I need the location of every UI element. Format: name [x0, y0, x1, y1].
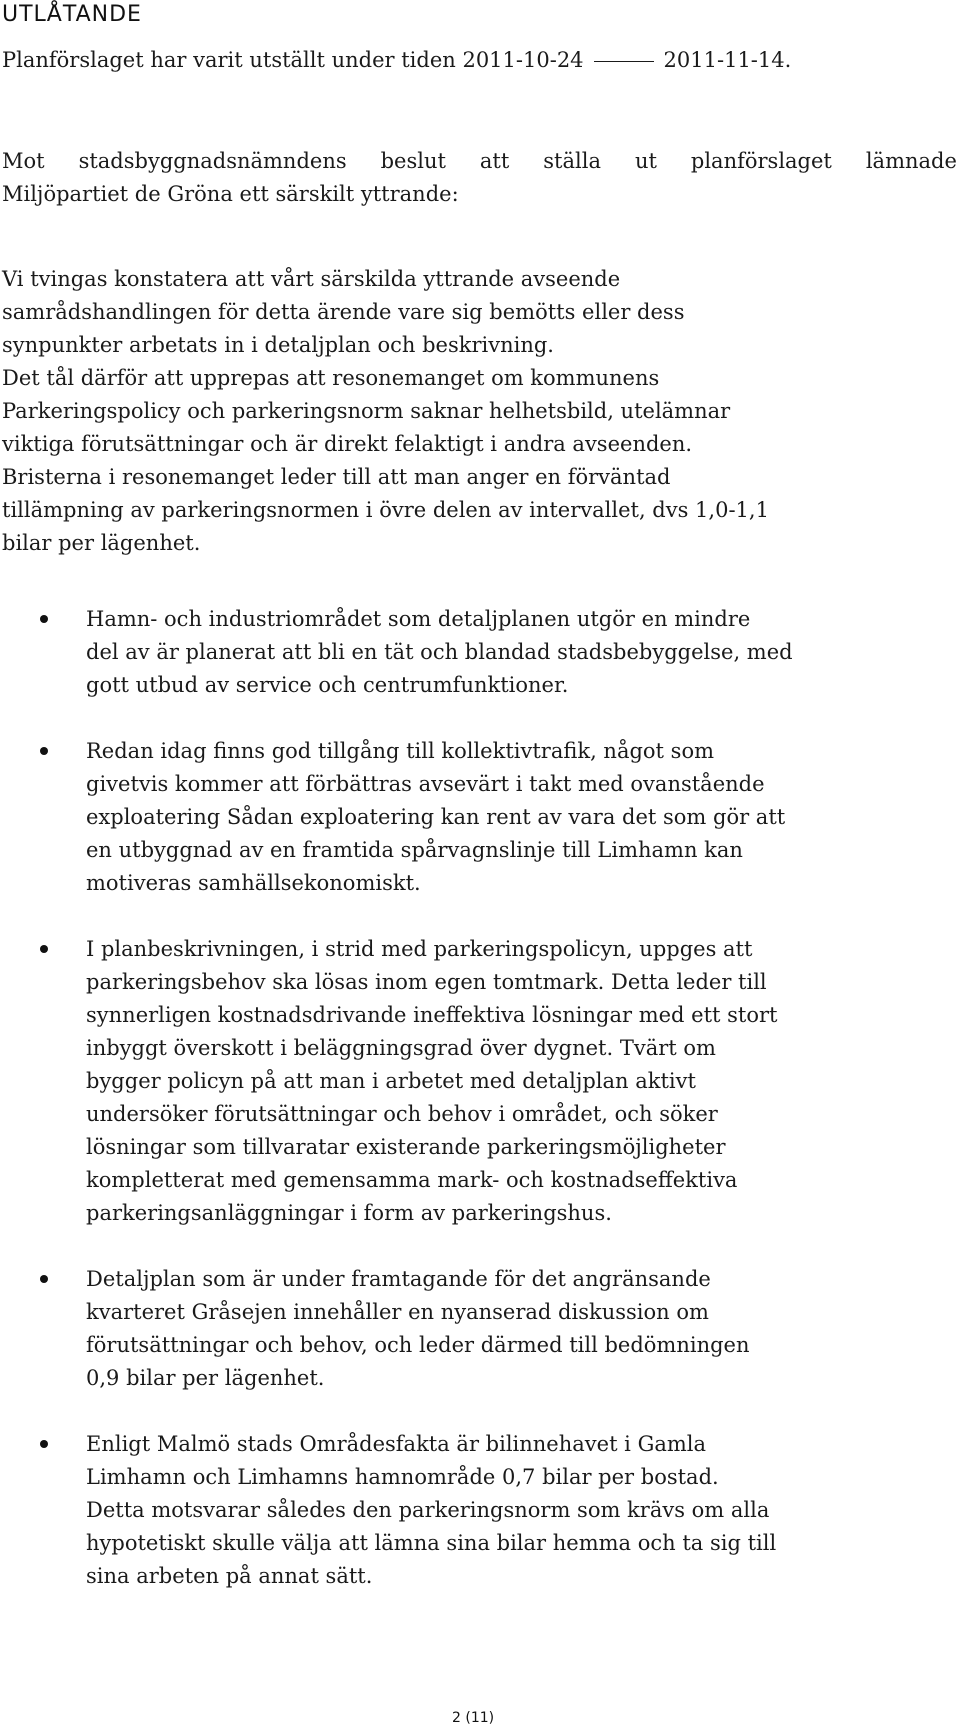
document-heading: UTLÅTANDE	[2, 2, 142, 27]
dash-line	[594, 61, 654, 62]
exhibition-period-text: Planförslaget har varit utställt under tiden 2011-10-24	[2, 48, 584, 72]
bullet-item	[0, 1428, 866, 1593]
bullet-icon	[40, 945, 48, 953]
bullet-line: del av är planerat att bli en tät och blandad stadsbebyggelse, med	[86, 640, 793, 664]
bullet-line: gott utbud av service och centrumfunktioner.	[86, 673, 569, 697]
bullet-line: hypotetiskt skulle välja att lämna sina bilar hemma och ta sig till	[86, 1531, 777, 1555]
bullet-item	[0, 1263, 866, 1395]
bullet-line: sina arbeten på annat sätt.	[86, 1564, 373, 1588]
bullet-item	[0, 603, 866, 702]
intro-word: planförslaget	[690, 149, 832, 173]
intro-word: Mot	[2, 149, 45, 173]
bullet-line: Detaljplan som är under framtagande för det angränsande	[86, 1267, 711, 1291]
intro-word: stadsbyggnadsnämndens	[78, 149, 347, 173]
statement-line: Bristerna i resonemanget leder till att man anger en förväntad	[2, 465, 671, 489]
intro-word: beslut	[380, 149, 446, 173]
intro-word: lämnade	[865, 149, 957, 173]
bullet-line: kvarteret Gråsejen innehåller en nyanserad diskussion om	[86, 1300, 709, 1324]
bullet-item	[0, 933, 866, 1230]
statement-line: synpunkter arbetats in i detaljplan och beskrivning.	[2, 333, 554, 357]
bullet-line: parkeringsbehov ska lösas inom egen tomtmark. Detta leder till	[86, 970, 767, 994]
bullet-line: undersöker förutsättningar och behov i området, och söker	[86, 1102, 718, 1126]
bullet-line: Limhamn och Limhamns hamnområde 0,7 bilar per bostad.	[86, 1465, 719, 1489]
statement-line: viktiga förutsättningar och är direkt felaktigt i andra avseenden.	[2, 432, 693, 456]
bullet-icon	[40, 1275, 48, 1283]
exhibition-period	[2, 44, 791, 77]
intro-word: ställa	[543, 149, 601, 173]
bullet-line: parkeringsanläggningar i form av parkeringshus.	[86, 1201, 612, 1225]
bullet-line: givetvis kommer att förbättras avsevärt i takt med ovanstående	[86, 772, 765, 796]
bullet-line: motiveras samhällsekonomiskt.	[86, 871, 421, 895]
statement-line: Parkeringspolicy och parkeringsnorm saknar helhetsbild, utelämnar	[2, 399, 731, 423]
statement-line: Det tål därför att upprepas att resonemanget om kommunens	[2, 366, 660, 390]
bullet-icon	[40, 747, 48, 755]
bullet-line: Detta motsvarar således den parkeringsnorm som krävs om alla	[86, 1498, 770, 1522]
special-statement	[2, 263, 832, 560]
intro-word: att	[479, 149, 510, 173]
bullet-line: förutsättningar och behov, och leder därmed till bedömningen	[86, 1333, 750, 1357]
exhibition-period-end: 2011-11-14.	[663, 48, 792, 72]
bullet-line: Redan idag finns god tillgång till kollektivtrafik, något som	[86, 739, 715, 763]
bullet-icon	[40, 615, 48, 623]
bullet-line: 0,9 bilar per lägenhet.	[86, 1366, 325, 1390]
bullet-line: kompletterat med gemensamma mark- och kostnadseffektiva	[86, 1168, 738, 1192]
bullet-line: synnerligen kostnadsdrivande ineffektiva lösningar med ett stort	[86, 1003, 778, 1027]
statement-line: Vi tvingas konstatera att vårt särskilda yttrande avseende	[2, 267, 621, 291]
bullet-line: Enligt Malmö stads Områdesfakta är bilinnehavet i Gamla	[86, 1432, 707, 1456]
bullet-icon	[40, 1440, 48, 1448]
statement-line: tillämpning av parkeringsnormen i övre delen av intervallet, dvs 1,0-1,1	[2, 498, 769, 522]
bullet-list	[0, 603, 960, 1626]
bullet-line: I planbeskrivningen, i strid med parkeringspolicyn, uppges att	[86, 937, 753, 961]
intro-line-1	[2, 145, 957, 178]
bullet-line: exploatering Sådan exploatering kan rent av vara det som gör att	[86, 805, 786, 829]
intro-word: ut	[634, 149, 657, 173]
bullet-item	[0, 735, 866, 900]
page-number: 2 (11)	[452, 1710, 495, 1726]
statement-line: bilar per lägenhet.	[2, 531, 201, 555]
bullet-line: inbyggt överskott i beläggningsgrad över dygnet. Tvärt om	[86, 1036, 716, 1060]
bullet-line: bygger policyn på att man i arbetet med detaljplan aktivt	[86, 1069, 696, 1093]
intro-paragraph	[2, 145, 957, 211]
bullet-line: lösningar som tillvaratar existerande parkeringsmöjligheter	[86, 1135, 726, 1159]
bullet-line: Hamn- och industriområdet som detaljplanen utgör en mindre	[86, 607, 751, 631]
bullet-line: en utbyggnad av en framtida spårvagnslinje till Limhamn kan	[86, 838, 743, 862]
intro-line-2: Miljöpartiet de Gröna ett särskilt yttrande:	[2, 182, 459, 206]
statement-line: samrådshandlingen för detta ärende vare sig bemötts eller dess	[2, 300, 685, 324]
